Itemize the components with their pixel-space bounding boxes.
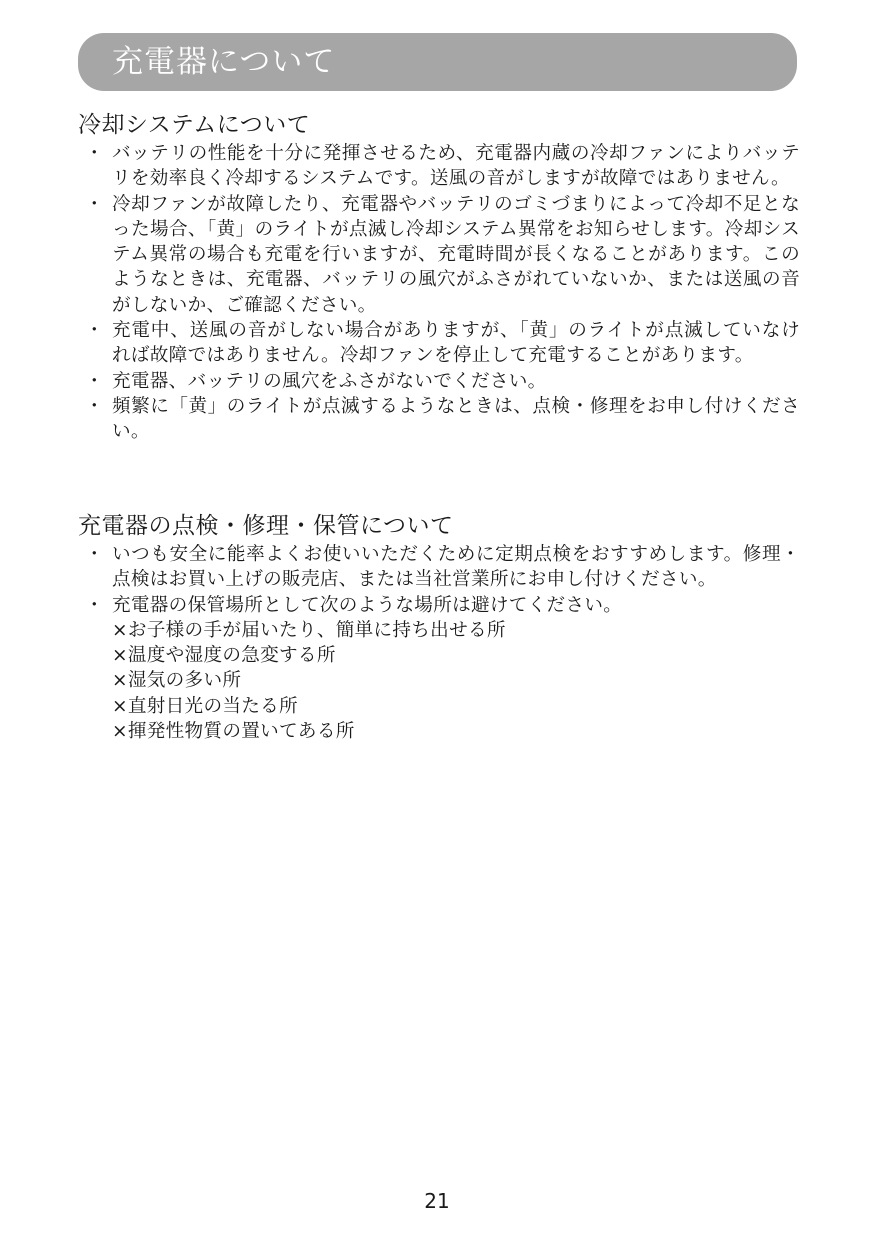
bullet-mark: ・ <box>85 370 104 392</box>
list-item <box>78 318 800 369</box>
list-item-text: いつも安全に能率よくお使いいただくために定期点検をおすすめします。修理・点検はお買い上げの販売店、または当社営業所にお申し付けください。 <box>112 544 800 591</box>
list-item <box>78 369 800 394</box>
section-cooling-system <box>78 109 800 445</box>
list-item-text: 充電器、バッテリの風穴をふさがないでください。 <box>112 370 547 392</box>
list-item <box>78 593 800 745</box>
avoid-place-item: ×温度や湿度の急変する所 <box>112 645 336 667</box>
list-item <box>78 192 800 318</box>
list-item <box>78 141 800 192</box>
avoid-place-item: ×直射日光の当たる所 <box>112 695 298 717</box>
avoid-place-item: ×湿気の多い所 <box>112 670 242 692</box>
list-item <box>78 394 800 445</box>
list-item-text: 頻繁に「黄」のライトが点滅するようなときは、点検・修理をお申し付けください。 <box>112 395 800 443</box>
page-title: 充電器について <box>112 43 336 80</box>
bullet-mark: ・ <box>85 320 104 342</box>
section-inspection-storage <box>78 510 800 744</box>
bullet-mark: ・ <box>85 143 104 164</box>
list-item-text: バッテリの性能を十分に発揮させるため、充電器内蔵の冷却ファンによりバッテリを効率良く冷却するシステムです。送風の音がしますが故障ではありません。 <box>112 143 800 190</box>
title-bar <box>78 33 797 91</box>
bullet-mark: ・ <box>85 193 104 215</box>
avoid-places-list <box>112 618 800 744</box>
bullet-list <box>78 542 800 744</box>
avoid-place-item: ×お子様の手が届いたり、簡単に持ち出せる所 <box>112 619 506 641</box>
avoid-place-item: ×揮発性物質の置いてある所 <box>112 721 355 743</box>
section-heading: 充電器の点検・修理・保管について <box>78 513 454 539</box>
bullet-list <box>78 141 800 445</box>
list-item-text: 充電中、送風の音がしない場合がありますが、「黄」のライトが点滅していなければ故障ではありません。冷却ファンを停止して充電することがあります。 <box>112 320 800 367</box>
bullet-mark: ・ <box>85 395 104 417</box>
bullet-mark: ・ <box>85 544 104 565</box>
section-heading: 冷却システムについて <box>78 112 311 138</box>
page-number: 21 <box>424 1189 450 1213</box>
list-item-text: 充電器の保管場所として次のような場所は避けてください。 <box>112 594 623 616</box>
bullet-mark: ・ <box>85 594 104 616</box>
list-item <box>78 542 800 593</box>
list-item-text: 冷却ファンが故障したり、充電器やバッテリのゴミづまりによって冷却不足となった場合、「黄」のライトが点滅し冷却システム異常をお知らせします。冷却システム異常の場合も充電を行いますが、充電時間が長くなることがあります。このようなときは、充電器、バッテリの風穴がふさがれていないか、または送風の音がしないか、ご確認ください。 <box>112 193 800 316</box>
